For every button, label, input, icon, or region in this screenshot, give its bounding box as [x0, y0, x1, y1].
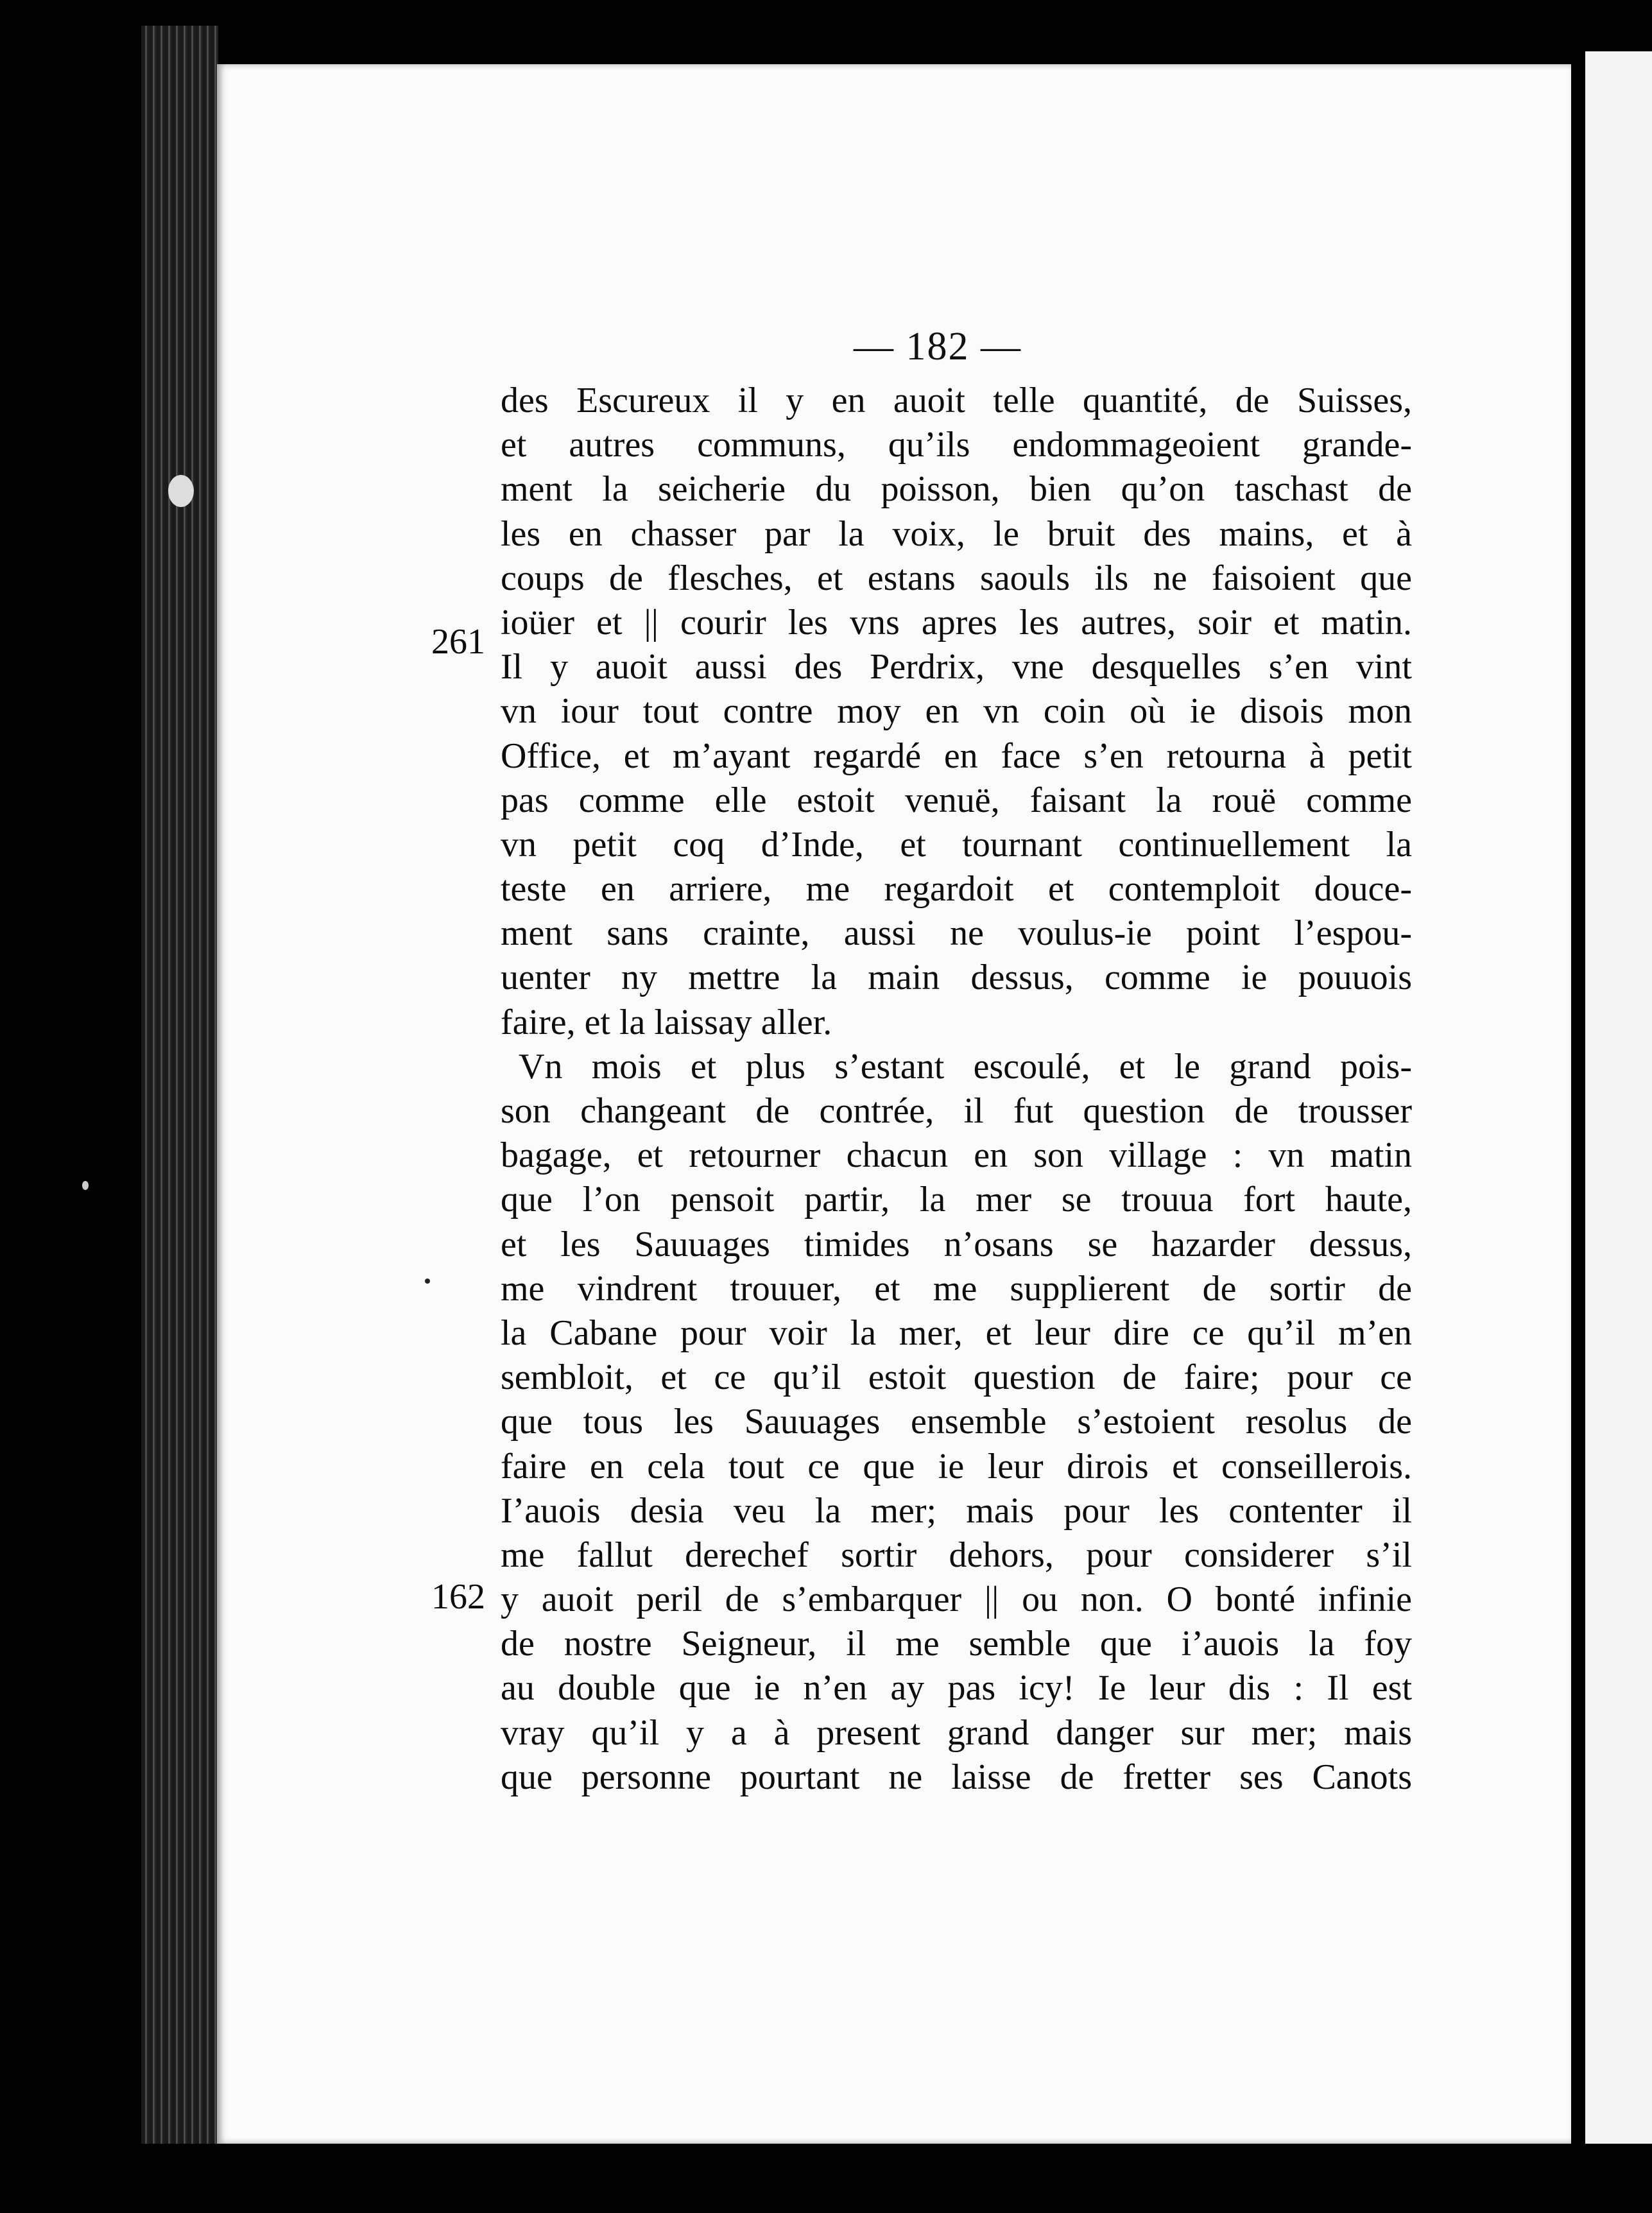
text-line: la Cabane pour voir la mer, et leur dire ce qu’il m’en: [501, 1313, 1412, 1353]
text-line: Vn mois et plus s’estant escoulé, et le grand pois-: [519, 1046, 1412, 1087]
text-line: les en chasser par la voix, le bruit des mains, et à: [501, 513, 1412, 554]
text-line: que personne pourtant ne laisse de fretter ses Canots: [501, 1757, 1412, 1797]
text-line: faire en cela tout ce que ie leur dirois et conseillerois.: [501, 1446, 1412, 1486]
text-line: faire, et la laissay aller.: [501, 1002, 832, 1042]
text-line: que tous les Sauuages ensemble s’estoient resolus de: [501, 1402, 1412, 1442]
text-line: Office, et m’ayant regardé en face s’en retourna à petit: [501, 736, 1412, 776]
text-line: vn iour tout contre moy en vn coin où ie disois mon: [501, 691, 1412, 732]
margin-note-261: 261: [431, 622, 485, 662]
text-line: ment sans crainte, aussi ne voulus-ie point l’espou-: [501, 913, 1412, 954]
text-line: uenter ny mettre la main dessus, comme ie pouuois: [501, 958, 1412, 998]
scan-speck: [425, 1279, 430, 1284]
paper-blemish: [168, 475, 194, 507]
text-line: teste en arriere, me regardoit et contemploit douce-: [501, 869, 1412, 909]
text-line: y auoit peril de s’embarquer || ou non. O bonté infinie: [501, 1580, 1412, 1620]
text-line: que l’on pensoit partir, la mer se trouua fort haute,: [501, 1180, 1412, 1220]
text-line: son changeant de contrée, il fut question de trousser: [501, 1091, 1412, 1131]
book-page-edges: [141, 26, 218, 2144]
body-text: [501, 379, 1412, 1800]
text-line: I’auois desia veu la mer; mais pour les contenter il: [501, 1490, 1412, 1531]
margin-note-162: 162: [431, 1577, 485, 1617]
text-line: de nostre Seigneur, il me semble que i’auois la foy: [501, 1624, 1412, 1664]
text-line: Il y auoit aussi des Perdrix, vne desquelles s’en vint: [501, 647, 1412, 687]
text-line: et les Sauuages timides n’osans se hazarder dessus,: [501, 1224, 1412, 1264]
text-line: vray qu’il y a à present grand danger sur mer; mais: [501, 1712, 1412, 1753]
scan-speck: [82, 1181, 89, 1190]
text-line: au double que ie n’en ay pas icy! Ie leur dis : Il est: [501, 1668, 1412, 1709]
text-line: vn petit coq d’Inde, et tournant continuellement la: [501, 824, 1412, 865]
text-line: ioüer et || courir les vns apres les autres, soir et matin.: [501, 602, 1412, 642]
text-line: sembloit, et ce qu’il estoit question de faire; pour ce: [501, 1357, 1412, 1398]
text-line: me vindrent trouuer, et me supplierent de sortir de: [501, 1268, 1412, 1309]
text-line: bagage, et retourner chacun en son village : vn matin: [501, 1135, 1412, 1176]
text-line: pas comme elle estoit venuë, faisant la rouë comme: [501, 780, 1412, 820]
text-line: coups de flesches, et estans saouls ils ne faisoient que: [501, 558, 1412, 598]
text-line: me fallut derechef sortir dehors, pour considerer s’il: [501, 1535, 1412, 1575]
text-line: ment la seicherie du poisson, bien qu’on taschast de: [501, 469, 1412, 510]
text-line: et autres communs, qu’ils endommageoient grande-: [501, 425, 1412, 465]
text-line: des Escureux il y en auoit telle quantité, de Suisses,: [501, 381, 1412, 420]
page-number: — 182 —: [854, 325, 1022, 368]
facing-page-edge: [1579, 51, 1652, 2144]
